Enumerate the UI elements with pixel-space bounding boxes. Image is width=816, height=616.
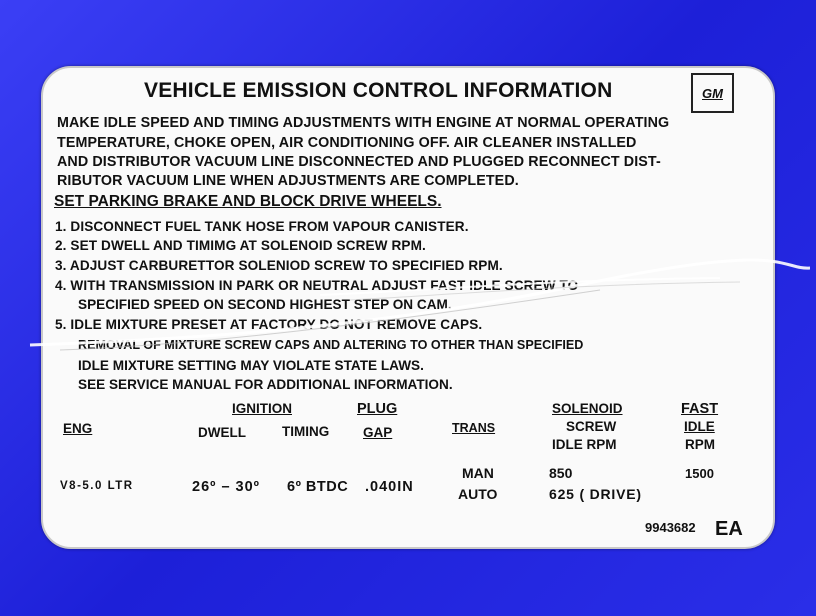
step-item: 4. WITH TRANSMISSION IN PARK OR NEUTRAL ADJUST FAST IDLE SCREW TO: [55, 278, 579, 293]
gm-logo: [691, 73, 734, 113]
header-plug: PLUG: [357, 401, 398, 417]
intro-line: RIBUTOR VACUUM LINE WHEN ADJUSTMENTS ARE COMPLETED.: [57, 173, 519, 189]
cell-dwell: 26º – 30º: [192, 479, 260, 495]
header-rpm: RPM: [685, 437, 715, 452]
cell-timing: 6º BTDC: [287, 479, 349, 495]
header-solenoid: SOLENOID: [552, 401, 623, 416]
cell-trans-auto: AUTO: [458, 486, 498, 502]
header-screw: SCREW: [566, 419, 617, 434]
header-trans: TRANS: [452, 421, 496, 435]
cell-fast-idle: 1500: [685, 466, 714, 481]
header-fast: FAST: [681, 401, 719, 417]
cell-eng: V8-5.0 LTR: [60, 480, 134, 492]
step-continuation: IDLE MIXTURE SETTING MAY VIOLATE STATE LAWS.: [78, 358, 424, 373]
part-number: 9943682: [645, 520, 696, 535]
header-timing: TIMING: [282, 424, 330, 439]
intro-line: AND DISTRIBUTOR VACUUM LINE DISCONNECTED AND PLUGGED RECONNECT DIST-: [57, 154, 661, 170]
intro-line: MAKE IDLE SPEED AND TIMING ADJUSTMENTS WITH ENGINE AT NORMAL OPERATING: [57, 115, 670, 131]
gm-logo-text: GM: [702, 85, 723, 101]
cell-rpm-man: 850: [549, 465, 573, 481]
step-item: 2. SET DWELL AND TIMIMG AT SOLENOID SCREW RPM.: [55, 238, 426, 253]
step-continuation: SEE SERVICE MANUAL FOR ADDITIONAL INFORMATION.: [78, 377, 453, 392]
header-gap: GAP: [363, 425, 393, 440]
header-ignition: IGNITION: [232, 401, 292, 416]
intro-line: TEMPERATURE, CHOKE OPEN, AIR CONDITIONING OFF. AIR CLEANER INSTALLED: [57, 135, 637, 151]
step-item: 5. IDLE MIXTURE PRESET AT FACTORY DO NOT REMOVE CAPS.: [55, 317, 483, 332]
header-idle: IDLE: [684, 419, 715, 434]
parking-note: SET PARKING BRAKE AND BLOCK DRIVE WHEELS.: [54, 193, 442, 210]
cell-rpm-auto: 625 ( DRIVE): [549, 486, 642, 502]
header-idle-rpm: IDLE RPM: [552, 437, 617, 452]
step-continuation: SPECIFIED SPEED ON SECOND HIGHEST STEP ON CAM.: [78, 297, 452, 312]
page-title: VEHICLE EMISSION CONTROL INFORMATION: [144, 79, 613, 102]
header-eng: ENG: [63, 421, 93, 436]
cell-trans-man: MAN: [462, 465, 494, 481]
header-dwell: DWELL: [198, 425, 246, 440]
step-continuation: REMOVAL OF MIXTURE SCREW CAPS AND ALTERING TO OTHER THAN SPECIFIED: [78, 338, 584, 352]
decal-code: EA: [715, 518, 743, 540]
cell-gap: .040IN: [365, 479, 414, 495]
step-item: 1. DISCONNECT FUEL TANK HOSE FROM VAPOUR CANISTER.: [55, 219, 469, 234]
step-item: 3. ADJUST CARBURETTOR SOLENIOD SCREW TO SPECIFIED RPM.: [55, 258, 503, 273]
